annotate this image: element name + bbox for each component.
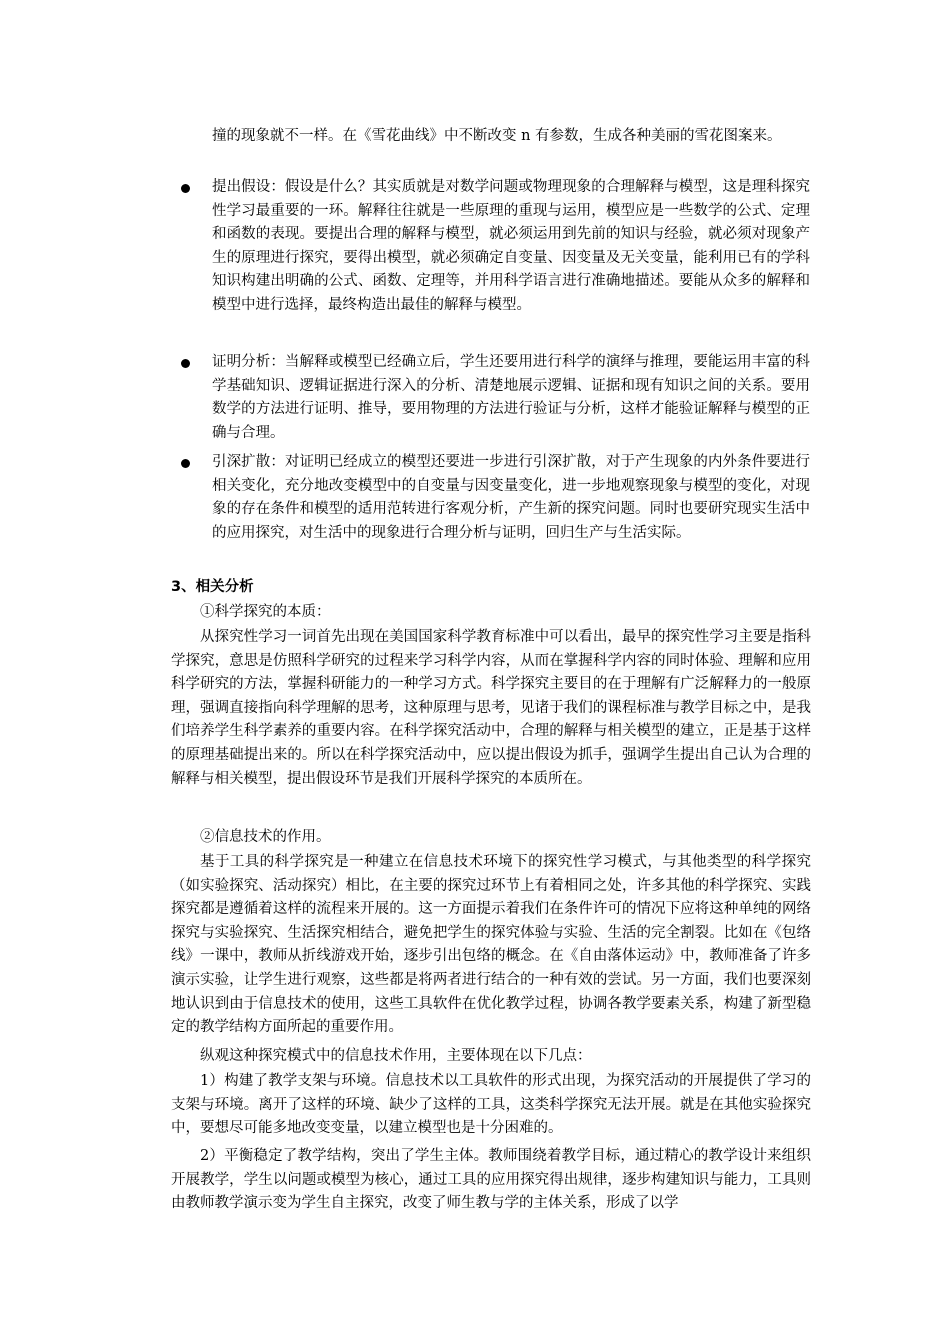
bullet-text: 证明分析：当解释或模型已经确立后，学生还要用进行科学的演绎与推理，要能运用丰富的科学基础知识、逻辑证据进行深入的分析、清楚地展示逻辑、证据和现有知识之间的关系。要用数学的方法进行证明、推导，要用物理的方法进行验证与分析，这样才能验证解释与模型的正确与合理。 <box>212 354 810 441</box>
point-2: 2）平衡稳定了教学结构，突出了学生主体。教师围绕着教学目标，通过精心的教学设计来组织开展教学，学生以问题或模型为核心，通过工具的应用探究得出规律，逐步构建知识与能力，工具则由教师教学演示变为学生自主探究，改变了师生教与学的主体关系，形成了以学 <box>171 1148 811 1212</box>
bullet-text: 引深扩散：对证明已经成立的模型还要进一步进行引深扩散，对于产生现象的内外条件要进行相关变化，充分地改变模型中的自变量与因变量变化，进一步地观察现象与模型的变化，对现象的存在条件和模型的适用范转进行客观分析，产生新的探究问题。同时也要研究现实生活中的应用探究，对生活中的现象进行合理分析与证明，回归生产与生活实际。 <box>212 454 810 541</box>
section-heading: 3、相关分析 <box>171 579 254 595</box>
paragraph-summary: 纵观这种探究模式中的信息技术作用，主要体现在以下几点： <box>200 1048 592 1064</box>
paragraph-it-role: 基于工具的科学探究是一种建立在信息技术环境下的探究性学习模式，与其他类型的科学探究（如实验探究、活动探究）相比，在主要的探究过环节上有着相同之处，许多其他的科学探究、实践探究都是遵循着这样的流程来开展的。这一方面提示着我们在条件许可的情况下应将这种单纯的网络探究与实验探究、生活探究相结合，避免把学生的探究体验与实验、生活的完全割裂。比如在《包络线》一课中，教师从折线游戏开始，逐步引出包络的概念。在《自由落体运动》中，教师准备了许多演示实验，让学生进行观察，这些都是将两者进行结合的一种有效的尝试。另一方面，我们也要深刻地认识到由于信息技术的使用，这些工具软件在优化教学过程，协调各教学要素关系，构建了新型稳定的教学结构方面所起的重要作用。 <box>171 854 811 1036</box>
bullet-icon <box>181 459 190 468</box>
intro-continuation: 撞的现象就不一样。在《雪花曲线》中不断改变 n 有参数，生成各种美丽的雪花图案来。 <box>212 128 782 144</box>
bullet-icon <box>181 184 190 193</box>
bullet-item-hypothesis <box>171 176 811 318</box>
bullet-item-proof <box>171 351 811 445</box>
paragraph-nature: 从探究性学习一词首先出现在美国国家科学教育标准中可以看出，最早的探究性学习主要是指科学探究，意思是仿照科学研究的过程来学习科学内容，从而在掌握科学内容的同时体验、理解和应用科学研究的方法，掌握科研能力的一种学习方式。科学探究主要目的在于理解有广泛解释力的一般原理，强调直接指向科学理解的思考，这种原理与思考，见诸于我们的课程标准与教学目标之中，是我们培养学生科学素养的重要内容。在科学探究活动中，合理的解释与相关模型的建立，正是基于这样的原理基础提出来的。所以在科学探究活动中，应以提出假设为抓手，强调学生提出自己认为合理的解释与相关模型，提出假设环节是我们开展科学探究的本质所在。 <box>171 629 811 787</box>
bullet-text: 提出假设：假设是什么？其实质就是对数学问题或物理现象的合理解释与模型，这是理科探究性学习最重要的一环。解释往往就是一些原理的重现与运用，模型应是一些数学的公式、定理和函数的表现。要提出合理的解释与模型，就必须运用到先前的知识与经验，就必须对现象产生的原理进行探究，要得出模型，就必须确定自变量、因变量及无关变量，能利用已有的学科知识构建出明确的公式、函数、定理等，并用科学语言进行准确地描述。要能从众多的解释和模型中进行选择，最终构造出最佳的解释与模型。 <box>212 179 810 313</box>
bullet-item-extension <box>171 451 811 545</box>
bullet-icon <box>181 359 190 368</box>
subsection-heading-nature: ①科学探究的本质： <box>200 604 331 620</box>
point-1: 1）构建了教学支架与环境。信息技术以工具软件的形式出现，为探究活动的开展提供了学习的支架与环境。离开了这样的环境、缺少了这样的工具，这类科学探究无法开展。就是在其他实验探究中，要想尽可能多地改变变量，以建立模型也是十分困难的。 <box>171 1073 811 1137</box>
subsection-heading-it-role: ②信息技术的作用。 <box>200 829 331 845</box>
